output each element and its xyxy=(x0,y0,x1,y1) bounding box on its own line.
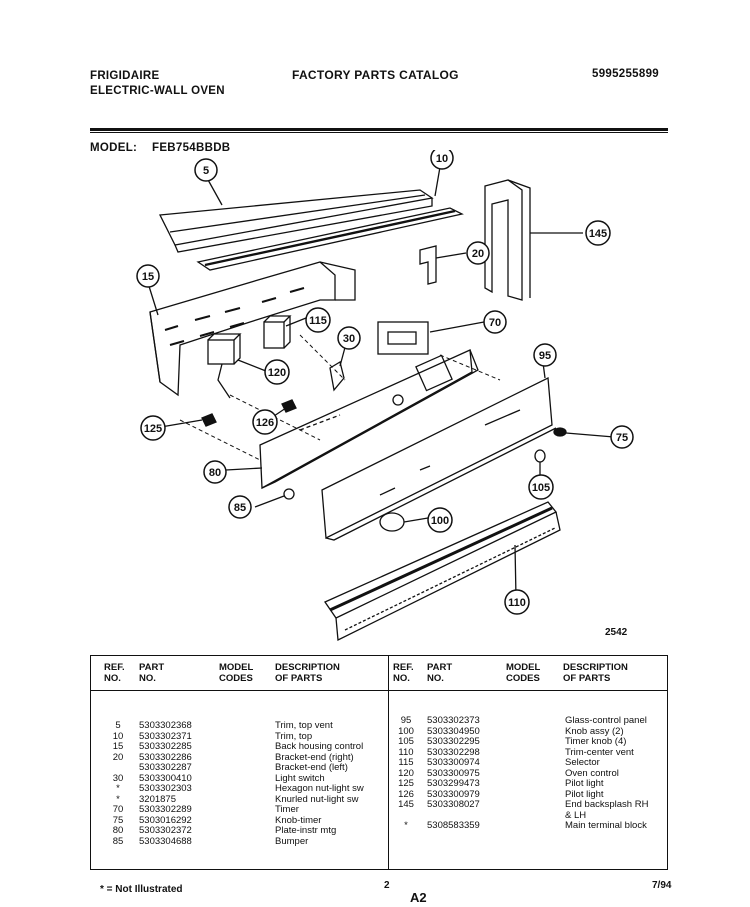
catalog-title: FACTORY PARTS CATALOG xyxy=(292,68,459,82)
table-row: 5 xyxy=(115,720,121,731)
callout-145: 145 xyxy=(588,228,608,240)
left-ref-column: 5 10 15 20 30 * * 70 75 80 85 xyxy=(104,700,132,858)
not-illustrated-note: * = Not Illustrated xyxy=(100,884,183,895)
right-part-header: PART NO. xyxy=(427,662,453,684)
header-rule xyxy=(90,128,668,131)
callout-126: 126 xyxy=(255,417,275,429)
brand-name: FRIGIDAIRE xyxy=(90,70,160,82)
right-model-header: MODEL CODES xyxy=(506,662,541,684)
left-desc-header: DESCRIPTION OF PARTS xyxy=(275,662,340,684)
callout-30: 30 xyxy=(342,333,356,345)
left-part-header: PART NO. xyxy=(139,662,165,684)
left-ref-header: REF. NO. xyxy=(104,662,125,684)
right-ref-header: REF. NO. xyxy=(393,662,414,684)
callout-125: 125 xyxy=(143,423,163,435)
header-rule-thin xyxy=(90,132,668,133)
callout-120: 120 xyxy=(267,367,287,379)
callout-85: 85 xyxy=(233,502,247,514)
product-name: ELECTRIC-WALL OVEN xyxy=(90,85,225,97)
left-model-header: MODEL CODES xyxy=(219,662,254,684)
callout-105: 105 xyxy=(531,482,551,494)
callout-10: 10 xyxy=(435,153,449,165)
right-ref-column: 95 100 105 110 115 120 125 126 145 * xyxy=(398,715,414,831)
page-number: 2 xyxy=(384,880,390,891)
callout-20: 20 xyxy=(471,248,485,260)
catalog-number: 5995255899 xyxy=(592,68,659,80)
left-part-column: 5303302368 5303302371 5303302285 5303302286 5303302287 5303300410 5303302303 3201875 5303302289 5303016292 5303302372 5303304688 xyxy=(139,720,192,847)
callout-80: 80 xyxy=(208,467,222,479)
table-header-rule xyxy=(90,690,668,691)
callout-110: 110 xyxy=(508,597,526,609)
figure-number: 2542 xyxy=(605,627,628,638)
callout-15: 15 xyxy=(141,271,155,283)
catalog-date: 7/94 xyxy=(652,880,672,891)
exploded-parts-diagram xyxy=(0,150,750,650)
callout-115: 115 xyxy=(309,315,327,327)
model-value: FEB754BBDB xyxy=(152,142,231,154)
callout-5: 5 xyxy=(202,165,210,177)
right-desc-column: Glass-control panel Knob assy (2) Timer knob (4) Trim-center vent Selector Oven control Pilot light Pilot light End backsplash RH & LH Main terminal block xyxy=(565,715,649,831)
callout-100: 100 xyxy=(430,515,450,527)
callout-70: 70 xyxy=(488,317,502,329)
right-desc-header: DESCRIPTION OF PARTS xyxy=(563,662,628,684)
right-part-column: 5303302373 5303304950 5303302295 5303302298 5303300974 5303300975 5303299473 5303300979 5303308027 5308583359 xyxy=(427,715,480,831)
left-desc-column: Trim, top vent Trim, top Back housing control Bracket-end (right) Bracket-end (left) Light switch Hexagon nut-light sw Knurled nut-light sw Timer Knob-timer Plate-instr mtg Bumper xyxy=(275,720,364,847)
callout-95: 95 xyxy=(538,350,552,362)
section-code: A2 xyxy=(410,890,427,905)
callout-75: 75 xyxy=(615,432,629,444)
table-divider xyxy=(388,655,389,870)
model-label: MODEL: xyxy=(90,142,138,154)
